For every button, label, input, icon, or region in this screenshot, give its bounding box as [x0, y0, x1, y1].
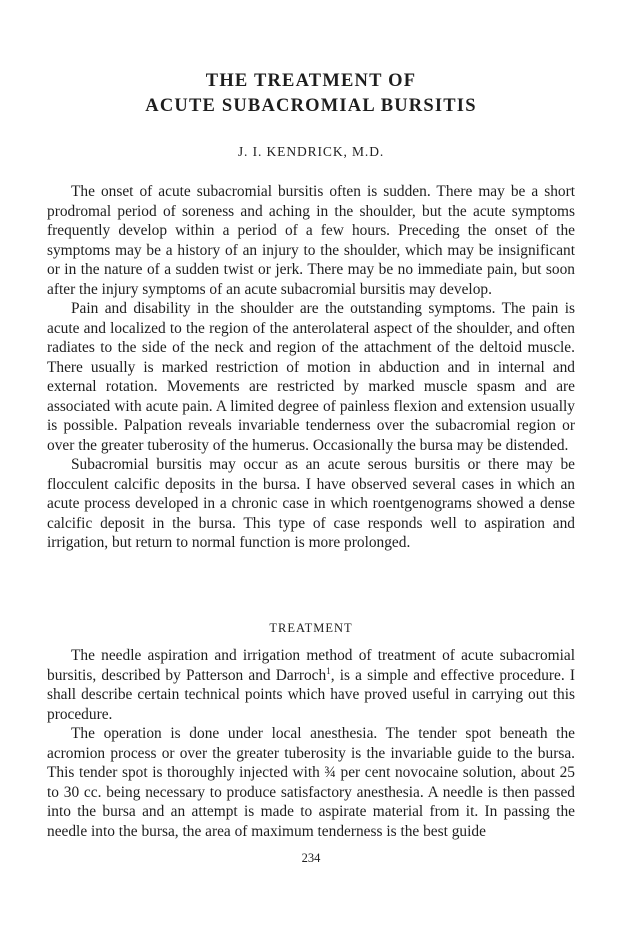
- intro-paragraph-symptoms: Pain and disability in the shoulder are the outstanding symptoms. The pain is acute and localized to the region of the anterolateral aspect of the shoulder, and often radiates to the side of the neck and region of the attachment of the deltoid muscle. There usually is marked restriction of motion in abduction and in internal and external rotation. Movements are restricted by marked muscle spasm and are associated with acute pain. A limited degree of painless flexion and extension usually is possible. Palpation reveals invariable tenderness over the subacromial region or over the greater tuberosity of the humerus. Occasionally the bursa may be distended.: [47, 300, 575, 454]
- intro-paragraph-onset: The onset of acute subacromial bursitis often is sudden. There may be a short prodromal period of soreness and aching in the shoulder, but the acute symptoms frequently develop within a period of a few hours. Preceding the onset of the symptoms may be a history of an injury to the shoulder, which may be insignificant or in the nature of a sudden twist or jerk. There may be no immediate pain, but soon after the injury symptoms of an acute subacromial bursitis may develop.: [47, 183, 575, 298]
- treatment-paragraph-method: [47, 646, 575, 724]
- treatment-section: [47, 646, 575, 841]
- treatment-heading: TREATMENT: [269, 621, 353, 635]
- intro-paragraph-types: Subacromial bursitis may occur as an acute serous bursitis or there may be flocculent calcific deposits in the bursa. I have observed several cases in which an acute process developed in a chronic case in which roentgenograms showed a dense calcific deposit in the bursa. This type of case responds well to aspiration and irrigation, but return to normal function is more prolonged.: [47, 456, 575, 551]
- treatment-method-text-cont: , is a simple and effective procedure. I shall describe certain technical points which have proved useful in carrying out this procedure.: [47, 666, 575, 723]
- article-title-line-2: ACUTE SUBACROMIAL BURSITIS: [145, 96, 477, 116]
- article-title-line-1: THE TREATMENT OF: [205, 71, 417, 91]
- intro-section: [47, 182, 575, 553]
- page-number: 234: [301, 851, 321, 865]
- treatment-paragraph-operation: The operation is done under local anesthesia. The tender spot beneath the acromion process or over the greater tuberosity is the invariable guide to the bursa. This tender spot is thoroughly injected with ¾ per cent novocaine solution, about 25 to 30 cc. being necessary to produce satisfactory anesthesia. A needle is then passed into the bursa and an attempt is made to aspirate material from it. In passing the needle into the bursa, the area of maximum tenderness is the best guide: [47, 725, 575, 840]
- reference-marker: 1: [326, 665, 331, 676]
- treatment-method-text: The needle aspiration and irrigation method of treatment of acute subacromial bursitis, described by Patterson and Darroch: [47, 647, 575, 684]
- author-byline: J. I. KENDRICK, M.D.: [237, 144, 385, 159]
